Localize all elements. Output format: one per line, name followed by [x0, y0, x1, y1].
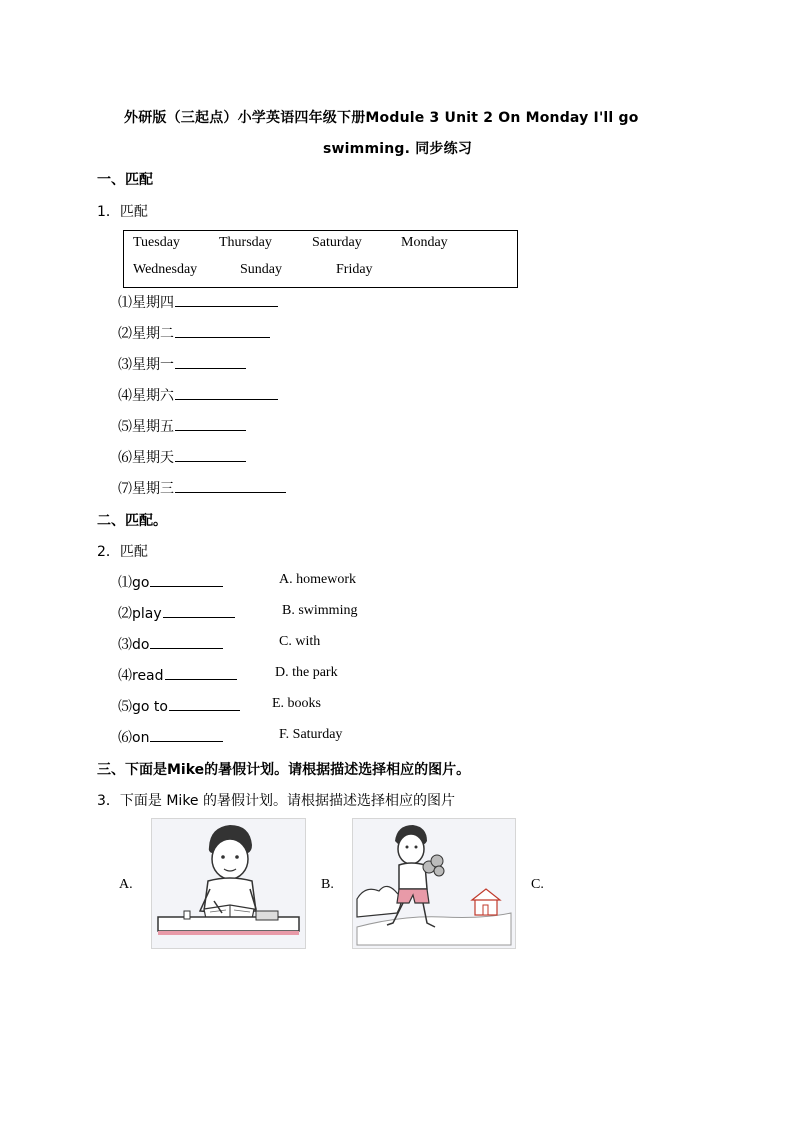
s2-left-2	[118, 603, 235, 623]
question2-label: 2．匹配	[97, 544, 148, 560]
s1-item-label: ⑹星期天	[118, 450, 174, 466]
page-title-line2: swimming. 同步练习	[323, 141, 473, 157]
boy-writing-illustration	[152, 819, 305, 948]
s2-left-label: ⑷read	[118, 668, 164, 684]
s1-item-3	[118, 354, 246, 374]
boy-writing-homework-picture[interactable]	[151, 818, 306, 949]
answer-blank[interactable]	[150, 634, 223, 649]
answer-blank[interactable]	[175, 478, 286, 493]
s2-left-label: ⑶do	[118, 637, 150, 653]
answer-blank[interactable]	[175, 292, 278, 307]
answer-blank[interactable]	[175, 447, 246, 462]
s2-option-e: E. books	[272, 696, 321, 711]
word-monday: Monday	[401, 235, 448, 250]
s1-item-label: ⑸星期五	[118, 419, 174, 435]
s2-left-label: ⑸go to	[118, 699, 168, 715]
page-title-line1: 外研版（三起点）小学英语四年级下册Module 3 Unit 2 On Monday I'll go	[124, 110, 639, 126]
section2-heading: 二、匹配。	[97, 513, 167, 529]
s1-item-label: ⑴星期四	[118, 295, 174, 311]
question1-label: 1．匹配	[97, 204, 148, 220]
word-bank-box	[123, 230, 518, 288]
word-tuesday: Tuesday	[133, 235, 180, 250]
s1-item-label: ⑺星期三	[118, 481, 174, 497]
s1-item-7	[118, 478, 286, 498]
s2-option-b: B. swimming	[282, 603, 358, 618]
boy-walking-park-picture[interactable]	[352, 818, 516, 949]
s1-item-4	[118, 385, 278, 405]
pic-option-c-label: C.	[531, 877, 544, 892]
s2-option-a: A. homework	[279, 572, 356, 587]
s1-item-5	[118, 416, 246, 436]
answer-blank[interactable]	[175, 416, 246, 431]
section1-heading: 一、匹配	[97, 172, 153, 188]
boy-walking-illustration	[353, 819, 515, 948]
s1-item-6	[118, 447, 246, 467]
pic-option-b-label: B.	[321, 877, 334, 892]
s1-item-label: ⑵星期二	[118, 326, 174, 342]
s2-left-1	[118, 572, 223, 592]
answer-blank[interactable]	[175, 385, 278, 400]
s2-left-4	[118, 665, 237, 685]
s2-left-5	[118, 696, 240, 716]
section3-heading: 三、下面是Mike的暑假计划。请根据描述选择相应的图片。	[97, 762, 471, 778]
word-sunday: Sunday	[240, 262, 282, 277]
s2-option-d: D. the park	[275, 665, 338, 680]
s1-item-1	[118, 292, 278, 312]
answer-blank[interactable]	[163, 603, 235, 618]
answer-blank[interactable]	[150, 727, 223, 742]
s2-left-label: ⑴go	[118, 575, 150, 591]
answer-blank[interactable]	[169, 696, 240, 711]
s2-option-c: C. with	[279, 634, 321, 649]
s1-item-2	[118, 323, 270, 343]
s2-left-6	[118, 727, 223, 747]
answer-blank[interactable]	[150, 572, 223, 587]
answer-blank[interactable]	[175, 354, 246, 369]
question3-label: 3．下面是 Mike 的暑假计划。请根据描述选择相应的图片	[97, 793, 455, 809]
answer-blank[interactable]	[165, 665, 237, 680]
s2-left-label: ⑵play	[118, 606, 162, 622]
s1-item-label: ⑶星期一	[118, 357, 174, 373]
s2-left-label: ⑹on	[118, 730, 150, 746]
word-thursday: Thursday	[219, 235, 272, 250]
word-wednesday: Wednesday	[133, 262, 198, 277]
word-friday: Friday	[336, 262, 373, 277]
s1-item-label: ⑷星期六	[118, 388, 174, 404]
s2-option-f: F. Saturday	[279, 727, 343, 742]
pic-option-a-label: A.	[119, 877, 133, 892]
word-saturday: Saturday	[312, 235, 362, 250]
s2-left-3	[118, 634, 223, 654]
answer-blank[interactable]	[175, 323, 270, 338]
